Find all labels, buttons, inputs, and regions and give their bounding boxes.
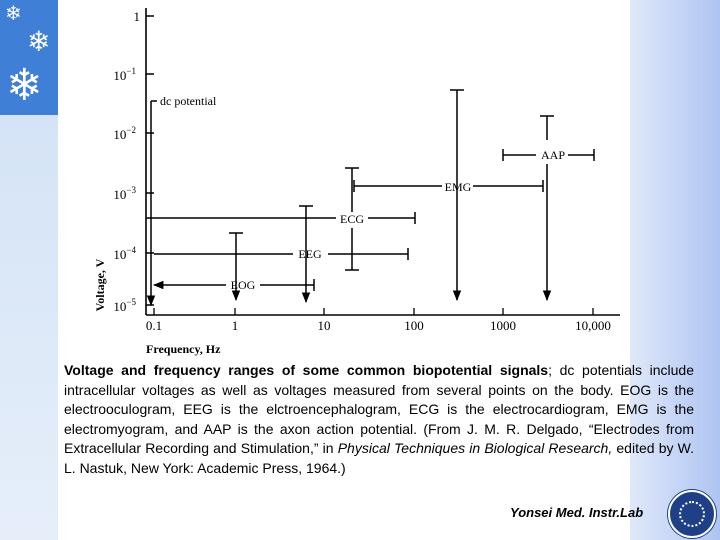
x-axis-label: Frequency, Hz [146,342,221,356]
svg-text:10−1: $10^{-1}$ [113,66,136,83]
dc-potential-label: dc potential [160,94,217,108]
caption-lead: Voltage and frequency ranges of some common biopotential signals [64,362,549,378]
y-tick-1 [134,9,155,24]
svg-text:100: 100 [404,318,424,333]
emg-label: EMG [444,180,472,194]
x-tick-1000 [490,308,516,333]
x-tick-10000 [575,308,611,333]
svg-text:10−2: $10^{-2}$ [113,125,136,142]
y-axis-label: Voltage, V [93,258,107,312]
dc-potential-range [151,101,157,305]
figure-caption [64,361,694,478]
y-tick-10e-1 [113,66,154,83]
x-tick-0.1 [146,308,162,333]
eog-label: EOG [230,278,256,292]
ecg-label: ECG [340,212,364,226]
snowflake-banner [0,0,58,115]
caption-body: ; dc potentials include intracellular voltages as well as voltages measured from several points on the body. EOG is the electrooculogram, EEG is the elctroencephalogram, ECG is the electrocardiogram, EMG is the electromyogram, and AAP is the axon action potential. (From J. M. R. Delgado, “Electrodes from Extracellular Recording and Stimulation,” in [64,362,695,456]
x-tick-1 [232,308,239,333]
y-tick-10e-3 [113,185,154,202]
emg-range [354,90,543,300]
snowflake-icon: ❄ [6,60,43,111]
svg-text:1: 1 [133,9,140,24]
y-tick-10e-5 [113,297,154,314]
aap-range [503,116,594,300]
caption-publication: edited by W. L. Nastuk, New York: Academic Press, 1964.) [64,440,694,476]
svg-text:10: 10 [317,318,331,333]
svg-text:1000: 1000 [490,318,516,333]
svg-text:0.1: 0.1 [145,318,163,333]
eeg-range [154,206,408,302]
y-tick-10e-2 [113,125,154,142]
y-tick-10e-4 [113,245,154,262]
university-seal-icon [668,490,716,538]
snowflake-icon: ❄ [5,1,22,25]
svg-text:10−3: $10^{-3}$ [113,185,136,202]
snowflake-icon: ❄ [27,25,51,58]
x-tick-100 [404,308,424,333]
svg-text:10−4: $10^{-4}$ [113,245,136,262]
caption-journal-title: Physical Techniques in Biological Research, [337,440,613,456]
svg-text:10−5: $10^{-5}$ [113,297,136,314]
aap-label: AAP [540,148,566,162]
biopotential-diagram [88,0,630,358]
x-tick-10 [318,308,331,333]
svg-text:10,000: 10,000 [575,318,611,333]
svg-text:1: 1 [231,318,239,333]
eeg-label: EEG [298,247,322,261]
biopotential-figure [88,0,630,358]
lab-credit: Yonsei Med. Instr.Lab [510,505,644,520]
